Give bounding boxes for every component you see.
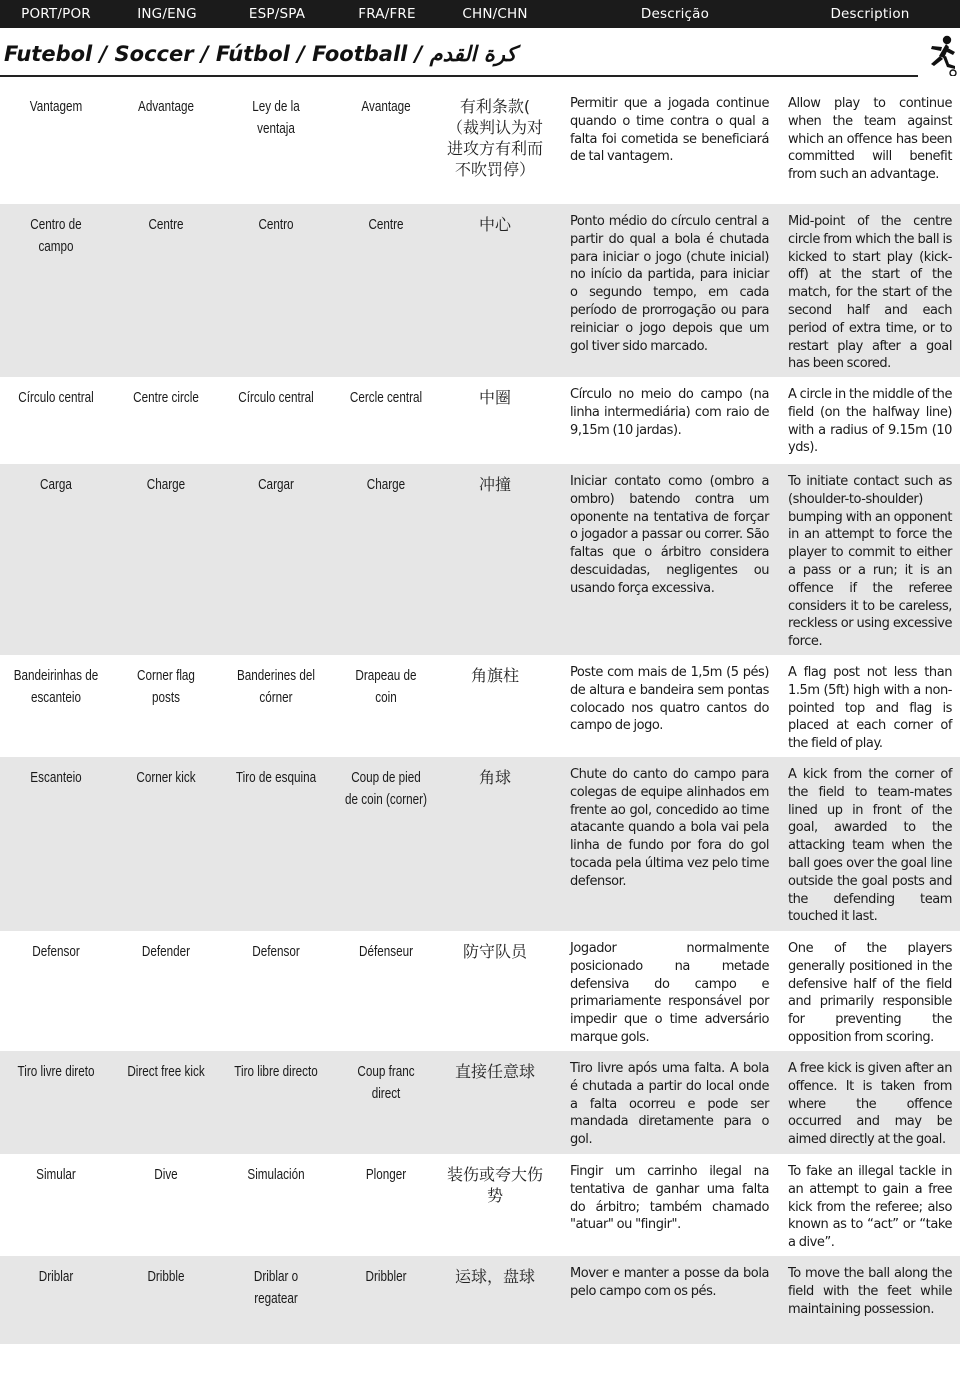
term-por: Driblar	[38, 1268, 74, 1285]
description-en: A free kick is given after an offence. It is taken from where the offence occurred and may be aimed directly at the goal.	[788, 1061, 952, 1148]
term-por: Defensor	[32, 943, 80, 960]
term-fra: Centre	[368, 216, 404, 233]
header-description: Description	[830, 6, 910, 22]
term-chn: 运球，盘球	[454, 1267, 535, 1286]
term-por: Escanteio	[30, 769, 82, 786]
section-title-row	[0, 34, 960, 78]
table-row	[0, 655, 960, 757]
description-pt: Ponto médio do círculo central a partir do qual a bola é chutada para iniciar o jogo (chute inicial) no início da partida, para iniciar o segundo tempo, em cada período de prorrogação ou para reiniciar o jogo depois que um gol tiver sido marcado.	[570, 214, 769, 354]
term-por: Carga	[40, 476, 72, 493]
description-en: A circle in the middle of the field (on the halfway line) with a radius of 9.15m (10 yds).	[788, 387, 952, 456]
table-row	[0, 757, 960, 931]
description-en: To initiate contact such as (shoulder-to-shoulder) bumping with an opponent in an attempt to force the player to commit to either a pass or a run; it is an offence if the referee considers it to be careless, reckless or using excessive force.	[788, 474, 952, 650]
term-fra: Drapeau de coin	[355, 667, 417, 706]
table-row	[0, 931, 960, 1051]
term-chn: 直接任意球	[454, 1062, 535, 1081]
term-spa: Banderines del córner	[236, 667, 316, 706]
description-pt: Jogador normalmente posicionado na metade defensiva do campo e primariamente responsável por impedir que o time adversário marque gols.	[570, 941, 769, 1045]
term-eng: Dribble	[147, 1268, 185, 1285]
description-en: To move the ball along the field with the feet while maintaining possession.	[788, 1266, 952, 1317]
description-pt: Iniciar contato como (ombro a ombro) batendo contra um oponente na tentativa de forçar o jogador a passar ou correr. São faltas que o árbitro considera descuidadas, negligentes ou usando força excessiva.	[570, 474, 769, 596]
table-row	[0, 1256, 960, 1344]
term-fra: Plonger	[365, 1166, 407, 1183]
table-row	[0, 1051, 960, 1154]
column-header-bar	[0, 0, 960, 28]
term-fra: Charge	[366, 476, 406, 493]
title-divider	[0, 75, 918, 77]
description-en: A kick from the corner of the field to team-mates lined up in front of the goal, awarded to the attacking team when the ball goes over the goal line outside the goal posts and the defending team touched it last.	[788, 767, 952, 925]
term-chn: 角旗柱	[470, 666, 519, 685]
term-spa: Centro	[258, 216, 294, 233]
term-eng: Dive	[154, 1166, 178, 1183]
description-pt: Permitir que a jogada continue quando o time contra o qual a falta foi cometida se beneficiará de tal vantagem.	[570, 96, 769, 165]
table-row	[0, 1154, 960, 1256]
term-eng: Charge	[146, 476, 186, 493]
term-fra: Dribbler	[365, 1268, 407, 1285]
term-spa: Simulación	[247, 1166, 305, 1183]
term-spa: Círculo central	[238, 389, 314, 406]
description-pt: Poste com mais de 1,5m (5 pés) de altura e bandeira sem pontas colocado nos quatro cantos do campo de jogo.	[570, 665, 769, 734]
term-chn: 有利条款( （裁判认为对进攻方有利而不吹罚停）	[447, 97, 544, 179]
header-eng: ING/ENG	[137, 6, 197, 22]
description-en: To fake an illegal tackle in an attempt to gain a free kick from the referee; also known as to “act” or “take a dive”.	[788, 1164, 952, 1251]
term-eng: Corner flag posts	[137, 667, 195, 706]
description-pt: Mover e manter a posse da bola pelo campo com os pés.	[570, 1266, 769, 1299]
description-pt: Chute do canto do campo para colegas de equipe alinhados em frente ao gol, concedido ao time atacante quando a bola vai pela linha de fundo por fora do gol tocada pela última vez pelo time defensor.	[570, 767, 769, 889]
term-eng: Centre	[148, 216, 184, 233]
term-spa: Driblar o regatear	[253, 1268, 299, 1307]
term-spa: Tiro libre directo	[234, 1063, 318, 1080]
header-por: PORT/POR	[21, 6, 91, 22]
table-row	[0, 464, 960, 655]
description-en: One of the players generally positioned in the defensive half of the field and primarily responsible for preventing the opposition from scoring.	[788, 941, 952, 1045]
description-en: A flag post not less than 1.5m (5ft) high with a non-pointed top and flag is placed at each corner of the field of play.	[788, 665, 952, 752]
term-spa: Defensor	[252, 943, 300, 960]
term-fra: Coup de pied de coin (corner)	[345, 769, 427, 808]
term-eng: Direct free kick	[127, 1063, 205, 1080]
header-fra: FRA/FRE	[358, 6, 416, 22]
header-descricao: Descrição	[640, 6, 710, 22]
term-spa: Ley de la ventaja	[252, 98, 300, 137]
term-fra: Avantage	[361, 98, 411, 115]
term-fra: Cercle central	[349, 389, 423, 406]
term-eng: Advantage	[138, 98, 194, 115]
term-chn: 装伤或夸大伤势	[447, 1165, 544, 1205]
term-por: Simular	[36, 1166, 76, 1183]
term-por: Centro de campo	[30, 216, 82, 255]
description-pt: Fingir um carrinho ilegal na tentativa de ganhar uma falta do árbitro; também chamado "atuar" ou "fingir".	[570, 1164, 769, 1233]
term-eng: Defender	[141, 943, 191, 960]
term-por: Bandeirinhas de escanteio	[13, 667, 99, 706]
description-en: Mid-point of the centre circle from which the ball is kicked to start play (kick-off) at the start of the match, for the start of the second half and each period of extra time, or to restart play after a goal has been scored.	[788, 214, 952, 372]
description-pt: Círculo no meio do campo (na linha intermediária) com raio de 9,15m (10 jardas).	[570, 387, 769, 438]
term-por: Vantagem	[29, 98, 83, 115]
header-spa: ESP/SPA	[248, 6, 306, 22]
term-fra: Défenseur	[359, 943, 413, 960]
term-chn: 中圈	[478, 388, 511, 407]
description-en: Allow play to continue when the team against which an offence has been committed will benefit from such an advantage.	[788, 96, 952, 183]
soccer-player-icon	[922, 34, 960, 76]
term-por: Círculo central	[18, 389, 94, 406]
term-spa: Cargar	[258, 476, 294, 493]
term-fra: Coup franc direct	[357, 1063, 415, 1102]
term-chn: 防守队员	[462, 942, 527, 961]
table-row	[0, 204, 960, 377]
term-eng: Corner kick	[136, 769, 196, 786]
header-chn: CHN/CHN	[462, 6, 528, 22]
table-row	[0, 377, 960, 464]
table-row	[0, 86, 960, 204]
description-pt: Tiro livre após uma falta. A bola é chutada a partir do local onde a falta ocorreu e pode ser mandada diretamente para o gol.	[570, 1061, 769, 1148]
term-chn: 角球	[478, 768, 511, 787]
section-title: Futebol / Soccer / Fútbol / Football / كرة القدم	[4, 42, 517, 66]
term-chn: 冲撞	[478, 475, 511, 494]
term-por: Tiro livre direto	[17, 1063, 95, 1080]
term-spa: Tiro de esquina	[235, 769, 317, 786]
term-eng: Centre circle	[133, 389, 199, 406]
term-chn: 中心	[478, 215, 511, 234]
